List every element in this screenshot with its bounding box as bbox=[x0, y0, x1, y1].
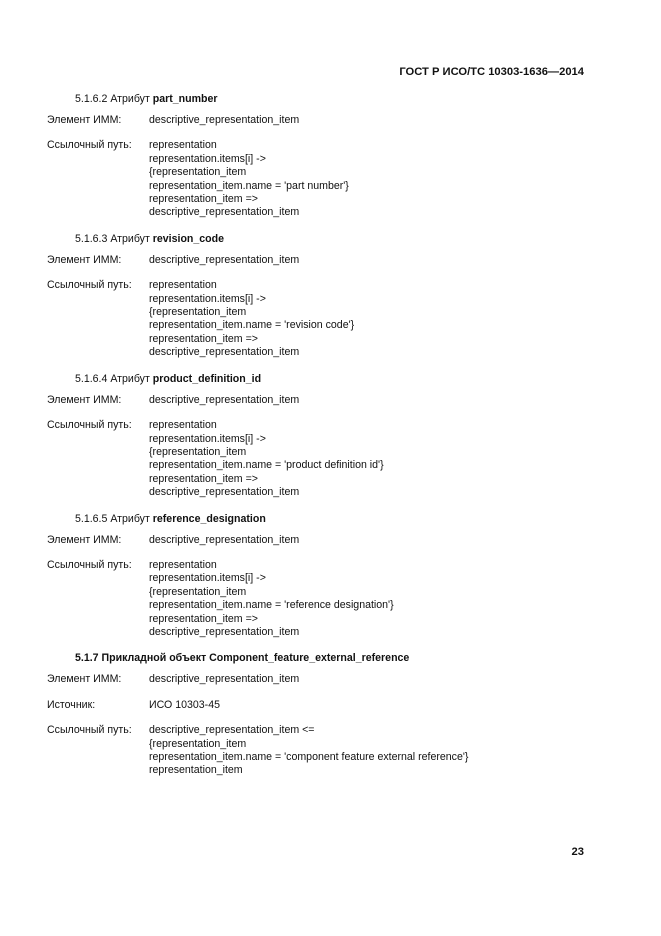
section-number: 5.1.6.5 Атрибут bbox=[75, 512, 153, 525]
row-value bbox=[149, 699, 220, 712]
mapping-row bbox=[47, 419, 607, 499]
mapping-row bbox=[47, 699, 607, 712]
path-line: representation.items[i] -> bbox=[149, 292, 266, 305]
attribute-section bbox=[47, 372, 607, 500]
row-label: Ссылочный путь: bbox=[47, 279, 132, 292]
section-heading bbox=[75, 651, 607, 665]
mapping-row bbox=[47, 534, 607, 547]
row-label: Ссылочный путь: bbox=[47, 724, 132, 737]
path-line: representation.items[i] -> bbox=[149, 572, 266, 585]
path-line: {representation_item bbox=[149, 445, 247, 458]
section-heading bbox=[75, 232, 607, 246]
section-number: 5.1.7 Прикладной объект bbox=[75, 652, 210, 665]
section-heading bbox=[75, 372, 607, 386]
path-line: representation_item => bbox=[149, 193, 258, 206]
path-line: descriptive_representation_item bbox=[149, 206, 300, 219]
path-line: descriptive_representation_item bbox=[149, 253, 300, 266]
row-label: Элемент ИММ: bbox=[47, 673, 122, 686]
attribute-name: revision_code bbox=[152, 232, 225, 245]
row-value bbox=[149, 254, 299, 267]
document-header: ГОСТ Р ИСО/ТС 10303-1636—2014 bbox=[399, 66, 584, 78]
path-line: {representation_item bbox=[149, 737, 247, 750]
attribute-name: Component_feature_external_reference bbox=[209, 652, 410, 665]
row-label: Элемент ИММ: bbox=[47, 393, 122, 406]
row-label: Ссылочный путь: bbox=[47, 139, 132, 152]
mapping-row bbox=[47, 139, 607, 219]
section-heading bbox=[75, 512, 607, 526]
path-line: representation bbox=[149, 558, 217, 571]
row-value bbox=[149, 114, 299, 127]
attribute-name: product_definition_id bbox=[152, 372, 262, 385]
attribute-name: part_number bbox=[152, 93, 218, 105]
path-line: representation.items[i] -> bbox=[149, 152, 266, 165]
row-label: Элемент ИММ: bbox=[47, 533, 122, 546]
path-line: representation_item => bbox=[149, 332, 258, 345]
mapping-row bbox=[47, 279, 607, 359]
path-line: {representation_item bbox=[149, 306, 247, 319]
section-heading bbox=[75, 92, 607, 106]
section-number: 5.1.6.3 Атрибут bbox=[75, 232, 153, 245]
path-line: representation_item.name = 'product definition id'} bbox=[149, 459, 384, 472]
path-line: descriptive_representation_item bbox=[149, 114, 300, 126]
attribute-section bbox=[47, 232, 607, 360]
path-line: descriptive_representation_item bbox=[149, 486, 300, 499]
page-number: 23 bbox=[571, 846, 584, 858]
path-line: representation bbox=[149, 139, 217, 152]
row-value bbox=[149, 559, 394, 639]
path-line: descriptive_representation_item bbox=[149, 533, 300, 546]
row-value bbox=[149, 419, 384, 499]
path-line: descriptive_representation_item bbox=[149, 625, 300, 638]
path-line: representation_item => bbox=[149, 472, 258, 485]
path-line: representation bbox=[149, 419, 217, 432]
row-label: Ссылочный путь: bbox=[47, 558, 132, 571]
mapping-row bbox=[47, 673, 607, 686]
row-label: Элемент ИММ: bbox=[47, 114, 122, 126]
path-line: representation.items[i] -> bbox=[149, 432, 266, 445]
path-line: descriptive_representation_item bbox=[149, 393, 300, 406]
path-line: {representation_item bbox=[149, 585, 247, 598]
path-line: representation_item.name = 'component feature external reference'} bbox=[149, 751, 469, 763]
row-value bbox=[149, 724, 468, 778]
row-label: Источник: bbox=[47, 698, 96, 711]
path-line: {representation_item bbox=[149, 166, 247, 179]
row-value bbox=[149, 394, 299, 407]
section-number: 5.1.6.4 Атрибут bbox=[75, 372, 153, 385]
path-line: representation_item.name = 'reference designation'} bbox=[149, 599, 394, 612]
path-line: descriptive_representation_item bbox=[149, 673, 300, 686]
path-line: representation_item => bbox=[149, 612, 258, 625]
path-line: representation bbox=[149, 279, 217, 292]
attribute-section bbox=[47, 512, 607, 640]
attribute-name: reference_designation bbox=[152, 512, 266, 525]
mapping-row bbox=[47, 559, 607, 639]
mapping-row bbox=[47, 254, 607, 267]
row-value bbox=[149, 534, 299, 547]
mapping-row bbox=[47, 724, 607, 778]
attribute-section bbox=[47, 92, 607, 220]
path-line: representation_item bbox=[149, 764, 243, 777]
path-line: representation_item.name = 'revision code'} bbox=[149, 319, 355, 332]
document-body bbox=[47, 92, 607, 790]
path-line: descriptive_representation_item <= bbox=[149, 724, 315, 737]
row-label: Элемент ИММ: bbox=[47, 253, 122, 266]
path-line: descriptive_representation_item bbox=[149, 346, 300, 359]
mapping-row bbox=[47, 394, 607, 407]
row-value bbox=[149, 279, 354, 359]
row-value bbox=[149, 673, 299, 686]
path-line: representation_item.name = 'part number'} bbox=[149, 179, 349, 192]
path-line: ИСО 10303-45 bbox=[149, 698, 220, 711]
mapping-row bbox=[47, 114, 607, 127]
row-label: Ссылочный путь: bbox=[47, 419, 132, 432]
section-number: 5.1.6.2 Атрибут bbox=[75, 93, 153, 105]
row-value bbox=[149, 139, 349, 219]
attribute-section bbox=[47, 651, 607, 777]
